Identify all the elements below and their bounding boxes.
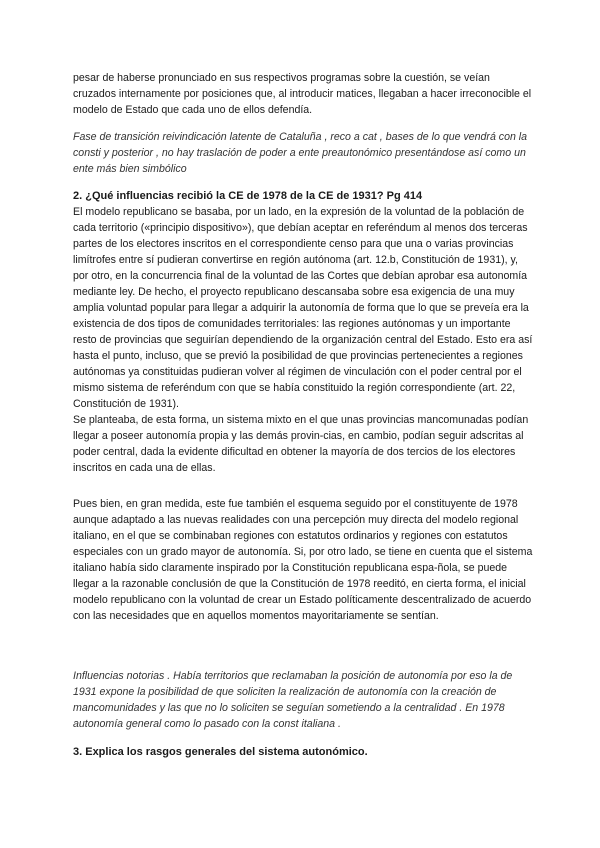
section-2-paragraph-1: El modelo republicano se basaba, por un lado, en la expresión de la voluntad de la población de cada territorio («principio dispositivo»), que debían aceptar en referéndum al menos dos terceras partes de los electores inscritos en el correspondiente censo para que una o varias provincias limítrofes entre sí pudieran convertirse en región autónoma (art. 12.b, Constitución de 1931), y, por otro, en la concurrencia final de la voluntad de las Cortes que debían aprobar esa autonomía mediante ley. De hecho, el proyecto republicano descansaba sobre esa exigencia de una muy amplia voluntad popular para llegar a adquirir la autonomía de forma que lo que se preveía era la existencia de dos tipos de comunidades territoriales: las regiones autónomas y un importante resto de provincias que seguirían dependiendo de la organización central del Estado. Esto era así hasta el punto, incluso, que se previó la posibilidad de que provincias pertenecientes a regiones autónomas ya constituidas pudieran volver al régimen de vinculación con el poder central por el mismo sistema de referéndum con que se había constituido la región correspondiente (art. 22, Constitución de 1931). [73, 206, 533, 410]
section-2-paragraph-3: Pues bien, en gran medida, este fue también el esquema seguido por el constituyente de 1978 aunque adaptado a las nuevas realidades con una percepción muy directa del modelo regional italiano, en el que se combinaban regiones con estatutos ordinarios y regiones con estatutos especiales con un grado mayor de autonomía. Si, por otro lado, se tiene en cuenta que el sistema italiano había sido claramente inspirado por la Constitución republicana espa-ñola, se puede llegar a la razonable conclusión de que la Constitución de 1978 reeditó, en cierta forma, el inicial modelo republicano con la voluntad de crear un Estado políticamente descentralizado de acuerdo con las necesidades que en aquellos momentos mayoritariamente se sentían. [73, 498, 533, 622]
section-2 [73, 188, 533, 476]
intro-paragraph: pesar de haberse pronunciado en sus respectivos programas sobre la cuestión, se veían cruzados internamente por posiciones que, al introducir matices, llegaban a hacer irreconocible el modelo de Estado que cada uno de ellos defendía. [73, 72, 532, 116]
intro-section [73, 70, 533, 118]
section-2-continued [73, 496, 533, 624]
note-transition [73, 129, 533, 177]
note-influences-text: Influencias notorias . Había territorios que reclamaban la posición de autonomía por eso la de 1931 expone la posibilidad de que soliciten la realización de autonomía con la creación de mancomunidades y las que no lo soliciten se seguían sometiendo a la centralidad . En 1978 autonomía general como lo pasado con la const italiana . [73, 670, 513, 730]
note-transition-text: Fase de transición reivindicación latente de Cataluña , reco a cat , bases de lo que vendrá con la consti y posterior , no hay traslación de poder a ente preautonómico presentándose así como un ente más bien simbólico [73, 131, 528, 175]
note-influences [73, 668, 533, 732]
section-2-heading: 2. ¿Qué influencias recibió la CE de 1978 de la CE de 1931? Pg 414 [73, 190, 423, 202]
section-3-heading: 3. Explica los rasgos generales del sistema autonómico. [73, 746, 368, 758]
section-2-paragraph-2: Se planteaba, de esta forma, un sistema mixto en el que unas provincias mancomunadas podían llegar a poseer autonomía propia y las demás provin-cias, en cambio, podían seguir adscritas al poder central, dada la evidente dificultad en obtener la mayoría de dos tercios de los electores inscritos en cada una de ellas. [73, 414, 529, 474]
section-3 [73, 744, 533, 760]
